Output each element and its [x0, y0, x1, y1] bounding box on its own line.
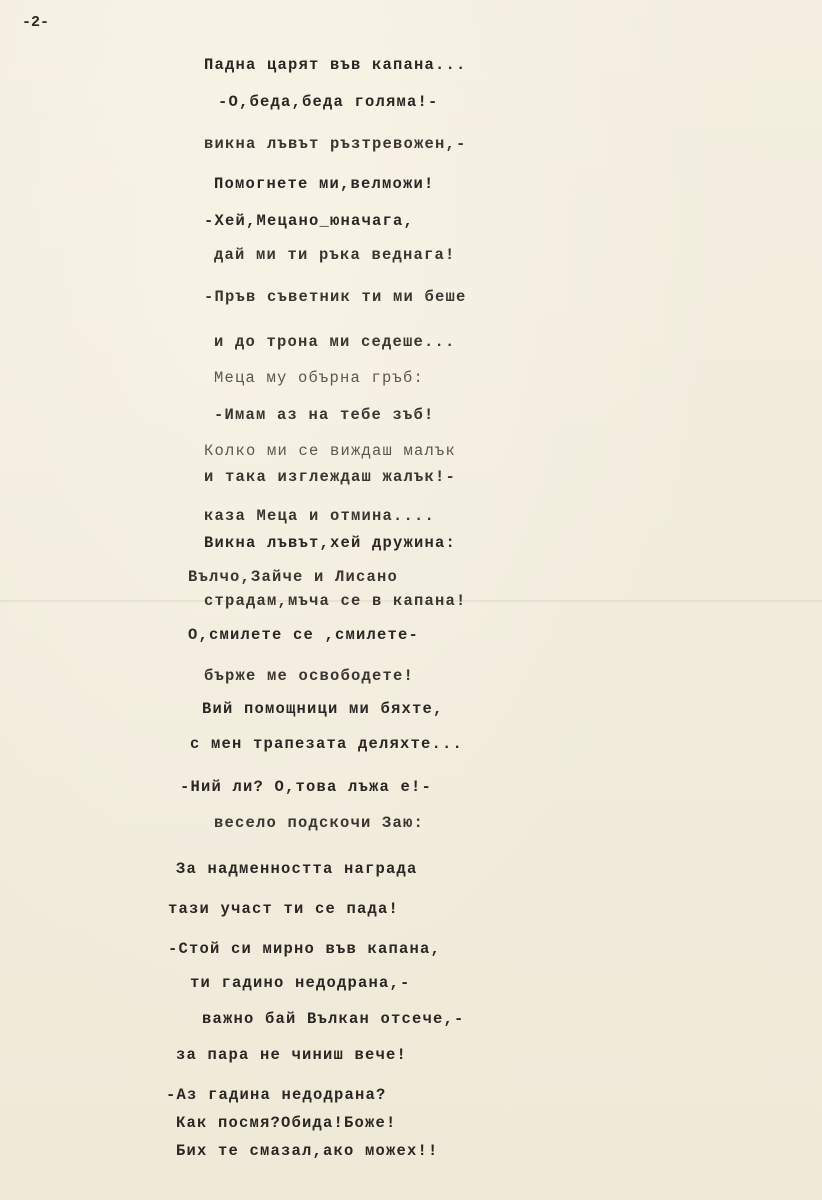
- poem-line: -Аз гадина недодрана?: [166, 1086, 387, 1104]
- poem-line: викна лъвът ръзтревожен,-: [204, 135, 467, 153]
- poem-line: Вий помощници ми бяхте,: [202, 700, 444, 718]
- poem-line: О,смилете се ,смилете-: [188, 626, 420, 644]
- poem-line: важно бай Вълкан отсече,-: [202, 1010, 465, 1028]
- poem-line: весело подскочи Заю:: [214, 814, 425, 832]
- page-number: -2-: [22, 14, 50, 31]
- poem-line: -О,беда,беда голяма!-: [218, 93, 439, 111]
- poem-line: за пара не чиниш вече!: [176, 1046, 408, 1064]
- poem-line: бърже ме освободете!: [204, 667, 415, 685]
- poem-line: и до трона ми седеше...: [214, 333, 456, 351]
- poem-line: -Ний ли? О,това лъжа е!-: [180, 778, 433, 796]
- poem-line: Падна царят във капана...: [204, 56, 467, 74]
- poem-line: Вълчо,Зайче и Лисано: [188, 568, 399, 586]
- poem-line: -Имам аз на тебе зъб!: [214, 406, 435, 424]
- poem-line: дай ми ти ръка веднага!: [214, 246, 456, 264]
- poem-line: тази участ ти се пада!: [168, 900, 400, 918]
- poem-line: страдам,мъча се в капана!: [204, 592, 467, 610]
- poem-line: Как посмя?Обида!Боже!: [176, 1114, 397, 1132]
- poem-line: Викна лъвът,хей дружина:: [204, 534, 457, 552]
- poem-line: Колко ми се виждаш малък: [204, 442, 457, 460]
- poem-line: каза Меца и отмина....: [204, 507, 436, 525]
- poem-line: с мен трапезата деляхте...: [190, 735, 464, 753]
- poem-line: и така изглеждаш жалък!-: [204, 468, 457, 486]
- poem-line: ти гадино недодрана,-: [190, 974, 411, 992]
- poem-line: Меца му обърна гръб:: [214, 369, 425, 387]
- poem-line: За надменността награда: [176, 860, 418, 878]
- poem-line: -Стой си мирно във капана,: [168, 940, 442, 958]
- poem-line: Бих те смазал,ако можех!!: [176, 1142, 439, 1160]
- poem-line: -Пръв съветник ти ми беше: [204, 288, 467, 306]
- poem-line: Помогнете ми,велможи!: [214, 175, 435, 193]
- poem-line: -Хей,Мецано_юначага,: [204, 212, 415, 230]
